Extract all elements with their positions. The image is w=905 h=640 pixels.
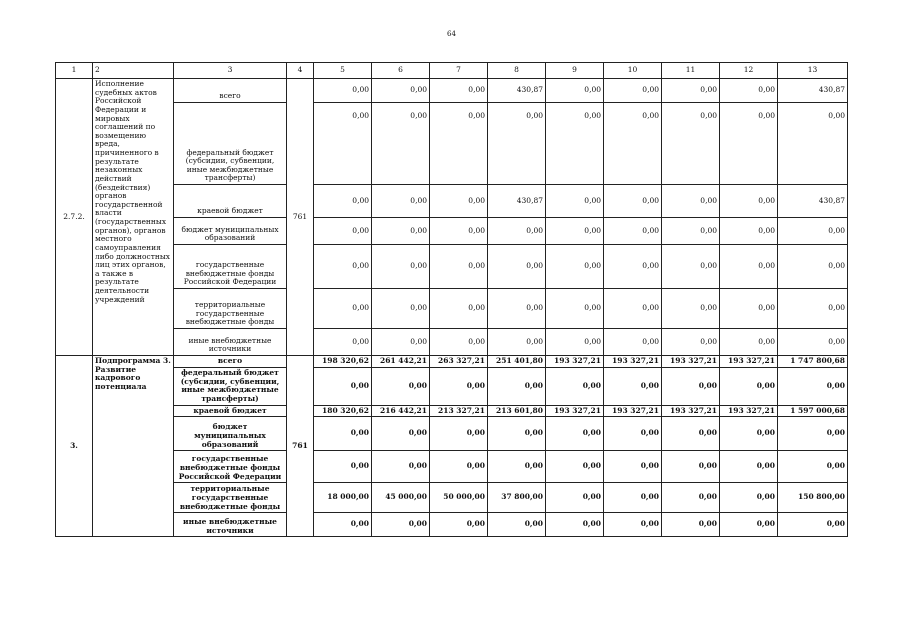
value-cell: 0,00 xyxy=(720,483,778,513)
value-cell: 0,00 xyxy=(546,245,604,289)
value-cell: 0,00 xyxy=(720,451,778,483)
value-cell: 1 597 000,68 xyxy=(778,405,848,417)
table-row xyxy=(56,218,848,245)
value-cell: 0,00 xyxy=(314,368,372,406)
value-cell: 0,00 xyxy=(604,79,662,103)
value-cell: 0,00 xyxy=(430,329,488,356)
funding-source: федеральный бюджет (субсидии, субвенции, иные межбюджетные трансферты) xyxy=(174,368,287,406)
value-cell: 0,00 xyxy=(314,218,372,245)
value-cell: 430,87 xyxy=(488,185,546,218)
value-cell: 0,00 xyxy=(662,513,720,537)
value-cell: 213 601,80 xyxy=(488,405,546,417)
value-cell: 0,00 xyxy=(778,218,848,245)
value-cell: 0,00 xyxy=(662,451,720,483)
value-cell: 0,00 xyxy=(720,513,778,537)
value-cell: 0,00 xyxy=(430,417,488,451)
value-cell: 0,00 xyxy=(662,245,720,289)
value-cell: 0,00 xyxy=(778,103,848,185)
value-cell: 0,00 xyxy=(778,513,848,537)
value-cell: 0,00 xyxy=(488,451,546,483)
value-cell: 198 320,62 xyxy=(314,356,372,368)
value-cell: 0,00 xyxy=(546,368,604,406)
table-row xyxy=(56,79,848,103)
value-cell: 0,00 xyxy=(430,103,488,185)
value-cell: 0,00 xyxy=(314,451,372,483)
value-cell: 0,00 xyxy=(430,185,488,218)
funding-source: иные внебюджетные источники xyxy=(174,513,287,537)
table-row xyxy=(56,405,848,417)
value-cell: 0,00 xyxy=(778,329,848,356)
value-cell: 0,00 xyxy=(604,185,662,218)
value-cell: 45 000,00 xyxy=(372,483,430,513)
table-row xyxy=(56,483,848,513)
value-cell: 0,00 xyxy=(314,329,372,356)
value-cell: 0,00 xyxy=(314,417,372,451)
value-cell: 0,00 xyxy=(662,185,720,218)
value-cell: 0,00 xyxy=(488,103,546,185)
value-cell: 0,00 xyxy=(430,368,488,406)
value-cell: 0,00 xyxy=(604,218,662,245)
value-cell: 0,00 xyxy=(604,451,662,483)
value-cell: 0,00 xyxy=(720,368,778,406)
column-header: 6 xyxy=(372,63,430,79)
table-row xyxy=(56,329,848,356)
column-header: 10 xyxy=(604,63,662,79)
value-cell: 0,00 xyxy=(662,289,720,329)
value-cell: 0,00 xyxy=(546,218,604,245)
header-row xyxy=(56,63,848,79)
funding-source: иные внебюджетные источники xyxy=(174,329,287,356)
value-cell: 0,00 xyxy=(488,245,546,289)
funding-source: государственные внебюджетные фонды Российской Федерации xyxy=(174,451,287,483)
value-cell: 18 000,00 xyxy=(314,483,372,513)
funding-source: всего xyxy=(174,79,287,103)
value-cell: 263 327,21 xyxy=(430,356,488,368)
value-cell: 0,00 xyxy=(662,368,720,406)
value-cell: 0,00 xyxy=(372,218,430,245)
value-cell: 193 327,21 xyxy=(662,405,720,417)
row-code: 3. xyxy=(56,356,93,537)
value-cell: 0,00 xyxy=(372,451,430,483)
column-header: 8 xyxy=(488,63,546,79)
value-cell: 0,00 xyxy=(372,329,430,356)
value-cell: 0,00 xyxy=(778,417,848,451)
funding-source: всего xyxy=(174,356,287,368)
value-cell: 0,00 xyxy=(488,417,546,451)
table-row xyxy=(56,417,848,451)
column-header: 7 xyxy=(430,63,488,79)
value-cell: 50 000,00 xyxy=(430,483,488,513)
column-header: 5 xyxy=(314,63,372,79)
table-row xyxy=(56,368,848,406)
funding-source: территориальные государственные внебюджетные фонды xyxy=(174,289,287,329)
value-cell: 0,00 xyxy=(662,329,720,356)
value-cell: 0,00 xyxy=(488,513,546,537)
column-header: 3 xyxy=(174,63,287,79)
column-header: 1 xyxy=(56,63,93,79)
value-cell: 0,00 xyxy=(720,289,778,329)
value-cell: 261 442,21 xyxy=(372,356,430,368)
row-name: Подпрограмма 3. Развитие кадрового потенциала xyxy=(93,356,174,537)
value-cell: 0,00 xyxy=(372,103,430,185)
column-header: 11 xyxy=(662,63,720,79)
value-cell: 0,00 xyxy=(546,185,604,218)
value-cell: 430,87 xyxy=(488,79,546,103)
value-cell: 430,87 xyxy=(778,185,848,218)
table-row xyxy=(56,103,848,185)
value-cell: 0,00 xyxy=(546,513,604,537)
value-cell: 0,00 xyxy=(604,368,662,406)
column-header: 12 xyxy=(720,63,778,79)
table-row xyxy=(56,245,848,289)
column-header: 2 xyxy=(93,63,174,79)
column-header: 4 xyxy=(287,63,314,79)
value-cell: 0,00 xyxy=(720,79,778,103)
value-cell: 37 800,00 xyxy=(488,483,546,513)
value-cell: 193 327,21 xyxy=(604,405,662,417)
value-cell: 0,00 xyxy=(778,289,848,329)
value-cell: 0,00 xyxy=(314,103,372,185)
value-cell: 0,00 xyxy=(314,245,372,289)
value-cell: 0,00 xyxy=(546,329,604,356)
funding-source: территориальные государственные внебюджетные фонды xyxy=(174,483,287,513)
value-cell: 0,00 xyxy=(314,513,372,537)
row-name: Исполнение судебных актов Российской Федерации и мировых соглашений по возмещению вреда, причиненного в результате незаконных действий (бездействия) органов государственной власти (государственных органов), органов местного самоуправления либо должностных лиц этих органов, а также в результате деятельности учреждений xyxy=(93,79,174,356)
value-cell: 0,00 xyxy=(430,218,488,245)
value-cell: 0,00 xyxy=(430,289,488,329)
value-cell: 0,00 xyxy=(604,289,662,329)
value-cell: 0,00 xyxy=(372,79,430,103)
table-row xyxy=(56,451,848,483)
value-cell: 213 327,21 xyxy=(430,405,488,417)
value-cell: 216 442,21 xyxy=(372,405,430,417)
value-cell: 193 327,21 xyxy=(546,405,604,417)
value-cell: 0,00 xyxy=(430,245,488,289)
value-cell: 0,00 xyxy=(546,79,604,103)
value-cell: 0,00 xyxy=(546,103,604,185)
value-cell: 0,00 xyxy=(778,245,848,289)
value-cell: 0,00 xyxy=(372,417,430,451)
value-cell: 0,00 xyxy=(604,245,662,289)
value-cell: 0,00 xyxy=(604,329,662,356)
value-cell: 251 401,80 xyxy=(488,356,546,368)
value-cell: 0,00 xyxy=(604,513,662,537)
value-cell: 0,00 xyxy=(372,185,430,218)
value-cell: 0,00 xyxy=(604,103,662,185)
funding-source: государственные внебюджетные фонды Российской Федерации xyxy=(174,245,287,289)
funding-source: бюджет муниципальных образований xyxy=(174,218,287,245)
value-cell: 0,00 xyxy=(604,483,662,513)
value-cell: 0,00 xyxy=(314,289,372,329)
funding-source: краевой бюджет xyxy=(174,405,287,417)
table-row xyxy=(56,356,848,368)
value-cell: 0,00 xyxy=(314,79,372,103)
value-cell: 0,00 xyxy=(720,218,778,245)
row-code: 2.7.2. xyxy=(56,79,93,356)
value-cell: 0,00 xyxy=(546,289,604,329)
value-cell: 193 327,21 xyxy=(662,356,720,368)
value-cell: 430,87 xyxy=(778,79,848,103)
grbs-code: 761 xyxy=(287,79,314,356)
value-cell: 0,00 xyxy=(546,483,604,513)
value-cell: 0,00 xyxy=(778,368,848,406)
value-cell: 0,00 xyxy=(488,218,546,245)
value-cell: 0,00 xyxy=(488,368,546,406)
value-cell: 193 327,21 xyxy=(546,356,604,368)
value-cell: 0,00 xyxy=(546,417,604,451)
column-header: 13 xyxy=(778,63,848,79)
value-cell: 0,00 xyxy=(372,513,430,537)
value-cell: 193 327,21 xyxy=(604,356,662,368)
value-cell: 180 320,62 xyxy=(314,405,372,417)
value-cell: 0,00 xyxy=(372,368,430,406)
value-cell: 0,00 xyxy=(720,245,778,289)
value-cell: 150 800,00 xyxy=(778,483,848,513)
value-cell: 0,00 xyxy=(662,103,720,185)
value-cell: 0,00 xyxy=(720,417,778,451)
value-cell: 0,00 xyxy=(488,329,546,356)
table-row xyxy=(56,185,848,218)
column-header: 9 xyxy=(546,63,604,79)
value-cell: 0,00 xyxy=(546,451,604,483)
value-cell: 0,00 xyxy=(778,451,848,483)
value-cell: 0,00 xyxy=(372,245,430,289)
value-cell: 0,00 xyxy=(430,79,488,103)
value-cell: 0,00 xyxy=(604,417,662,451)
value-cell: 0,00 xyxy=(488,289,546,329)
value-cell: 1 747 800,68 xyxy=(778,356,848,368)
value-cell: 0,00 xyxy=(372,289,430,329)
value-cell: 0,00 xyxy=(430,451,488,483)
funding-source: краевой бюджет xyxy=(174,185,287,218)
table-row xyxy=(56,289,848,329)
value-cell: 0,00 xyxy=(314,185,372,218)
grbs-code: 761 xyxy=(287,356,314,537)
value-cell: 0,00 xyxy=(720,329,778,356)
table-row xyxy=(56,513,848,537)
value-cell: 0,00 xyxy=(662,417,720,451)
value-cell: 0,00 xyxy=(720,103,778,185)
value-cell: 0,00 xyxy=(720,185,778,218)
value-cell: 0,00 xyxy=(430,513,488,537)
value-cell: 0,00 xyxy=(662,483,720,513)
value-cell: 193 327,21 xyxy=(720,356,778,368)
page-number: 64 xyxy=(447,30,456,38)
value-cell: 193 327,21 xyxy=(720,405,778,417)
budget-table xyxy=(55,62,848,537)
funding-source: бюджет муниципальных образований xyxy=(174,417,287,451)
value-cell: 0,00 xyxy=(662,218,720,245)
value-cell: 0,00 xyxy=(662,79,720,103)
funding-source: федеральный бюджет (субсидии, субвенции, иные межбюджетные трансферты) xyxy=(174,103,287,185)
